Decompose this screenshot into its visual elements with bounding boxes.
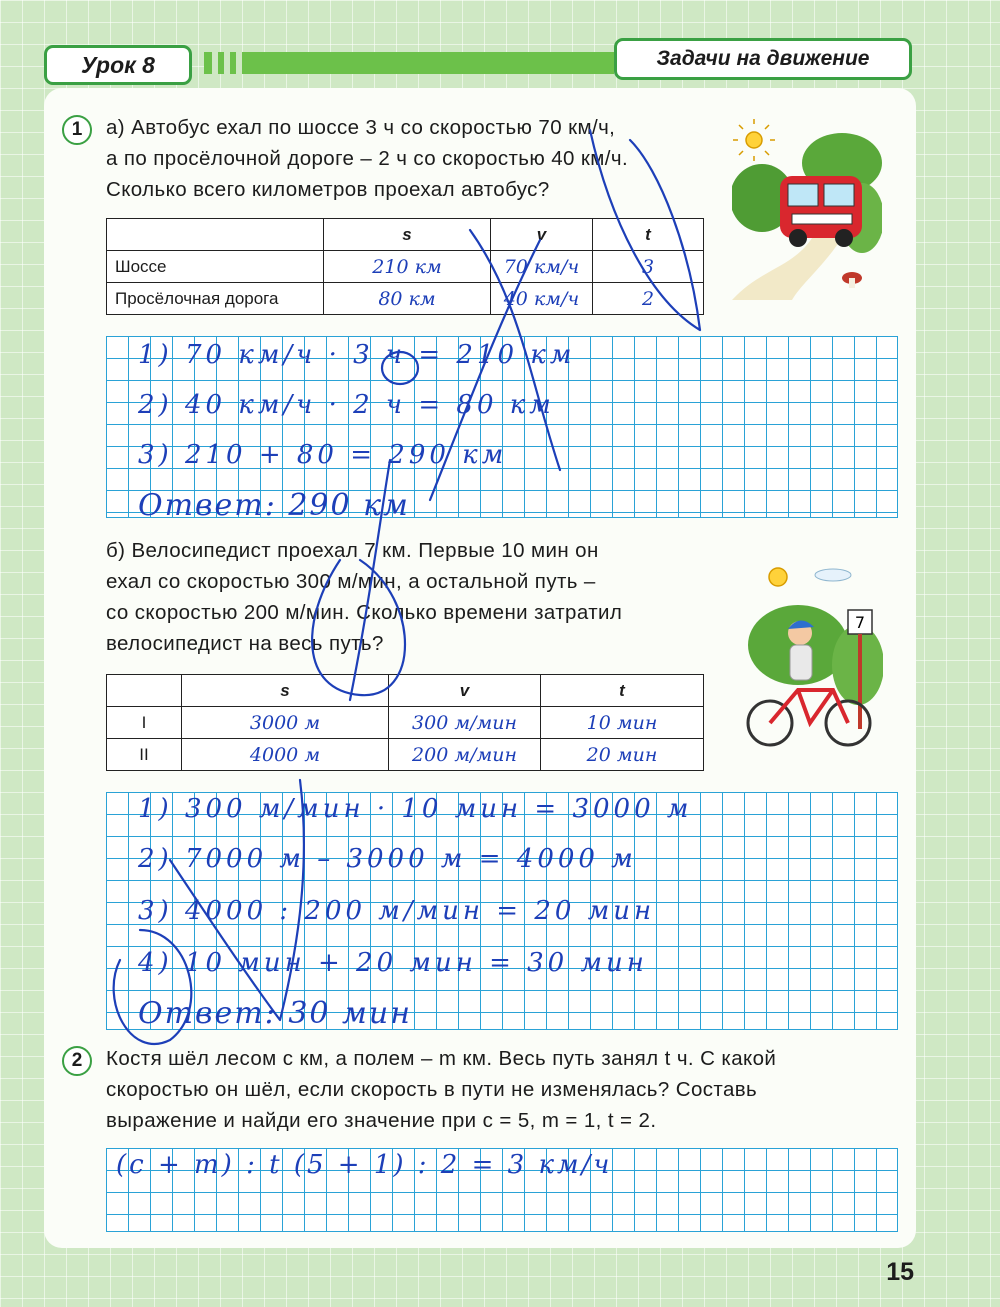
cell-v: 70 км/ч xyxy=(491,251,593,283)
task-1a-text xyxy=(106,112,726,205)
text-line: а по просёлочной дороге – 2 ч со скоростью 40 км/ч. xyxy=(106,147,629,170)
cell-t: 10 мин xyxy=(541,707,704,739)
task-1b-text xyxy=(106,535,706,659)
table-row xyxy=(107,707,704,739)
cell-v: 300 м/мин xyxy=(389,707,541,739)
text-line: а) Автобус ехал по шоссе 3 ч со скоростью 70 км/ч, xyxy=(106,116,616,139)
solution-line: 4) 10 мин + 20 мин = 30 мин xyxy=(138,948,648,978)
text-line: скоростью он шёл, если скорость в пути не изменялась? Составь xyxy=(106,1078,758,1101)
table-header xyxy=(107,219,324,251)
text-line: ехал со скоростью 300 м/мин, а остальной путь – xyxy=(106,570,596,593)
motion-table-b xyxy=(106,674,704,771)
sun-icon xyxy=(769,568,787,586)
answer-line: Ответ: 30 мин xyxy=(138,996,413,1031)
table-row xyxy=(107,739,704,771)
bus-illustration xyxy=(732,118,882,300)
sun-icon xyxy=(746,132,762,148)
text-line: Сколько всего километров проехал автобус? xyxy=(106,178,550,201)
header-bar xyxy=(204,52,614,74)
row-label: Просёлочная дорога xyxy=(107,283,324,315)
answer-line: Ответ: 290 км xyxy=(138,488,410,523)
cell-s: 4000 м xyxy=(182,739,389,771)
header-stripe xyxy=(224,52,230,74)
cyclist-illustration xyxy=(738,555,883,755)
text-line: выражение и найди его значение при c = 5, m = 1, t = 2. xyxy=(106,1109,657,1132)
table-header: t xyxy=(541,675,704,707)
text-line: б) Велосипедист проехал 7 км. Первые 10 мин он xyxy=(106,539,599,562)
text-line: Костя шёл лесом c км, а полем – m км. Весь путь занял t ч. С какой xyxy=(106,1047,777,1070)
solution-line: 3) 4000 : 200 м/мин = 20 мин xyxy=(138,896,656,926)
task-2-text xyxy=(106,1043,906,1136)
row-label: II xyxy=(107,739,182,771)
solution-line: 1) 70 км/ч · 3 ч = 210 км xyxy=(138,340,576,370)
cell-t: 20 мин xyxy=(541,739,704,771)
solution-line: 2) 40 км/ч · 2 ч = 80 км xyxy=(138,390,555,420)
table-header: t xyxy=(593,219,704,251)
table-header: v xyxy=(491,219,593,251)
cell-s: 210 км xyxy=(324,251,491,283)
table-header: s xyxy=(324,219,491,251)
task-number-1: 1 xyxy=(62,115,92,145)
cell-v: 40 км/ч xyxy=(491,283,593,315)
lesson-label: Урок 8 xyxy=(44,45,192,85)
header-stripe xyxy=(236,52,242,74)
cell-t: 2 xyxy=(593,283,704,315)
topic-title: Задачи на движение xyxy=(614,38,912,80)
header-stripe xyxy=(212,52,218,74)
text-line: со скоростью 200 м/мин. Сколько времени затратил xyxy=(106,601,623,624)
solution-line: 2) 7000 м – 3000 м = 4000 м xyxy=(138,844,637,874)
cell-s: 80 км xyxy=(324,283,491,315)
table-header xyxy=(107,675,182,707)
solution-line: 3) 210 + 80 = 290 км xyxy=(138,440,508,470)
table-header: s xyxy=(182,675,389,707)
table-row xyxy=(107,251,704,283)
sign-number: 7 xyxy=(854,613,866,632)
motion-table-a xyxy=(106,218,704,315)
table-row xyxy=(107,283,704,315)
solution-line: (c + m) : t (5 + 1) : 2 = 3 км/ч xyxy=(116,1150,613,1180)
row-label: Шоссе xyxy=(107,251,324,283)
page-number: 15 xyxy=(886,1258,914,1286)
text-line: велосипедист на весь путь? xyxy=(106,632,384,655)
solution-line: 1) 300 м/мин · 10 мин = 3000 м xyxy=(138,794,693,824)
row-label: I xyxy=(107,707,182,739)
cell-t: 3 xyxy=(593,251,704,283)
cell-s: 3000 м xyxy=(182,707,389,739)
task-number-2: 2 xyxy=(62,1046,92,1076)
table-header: v xyxy=(389,675,541,707)
cell-v: 200 м/мин xyxy=(389,739,541,771)
